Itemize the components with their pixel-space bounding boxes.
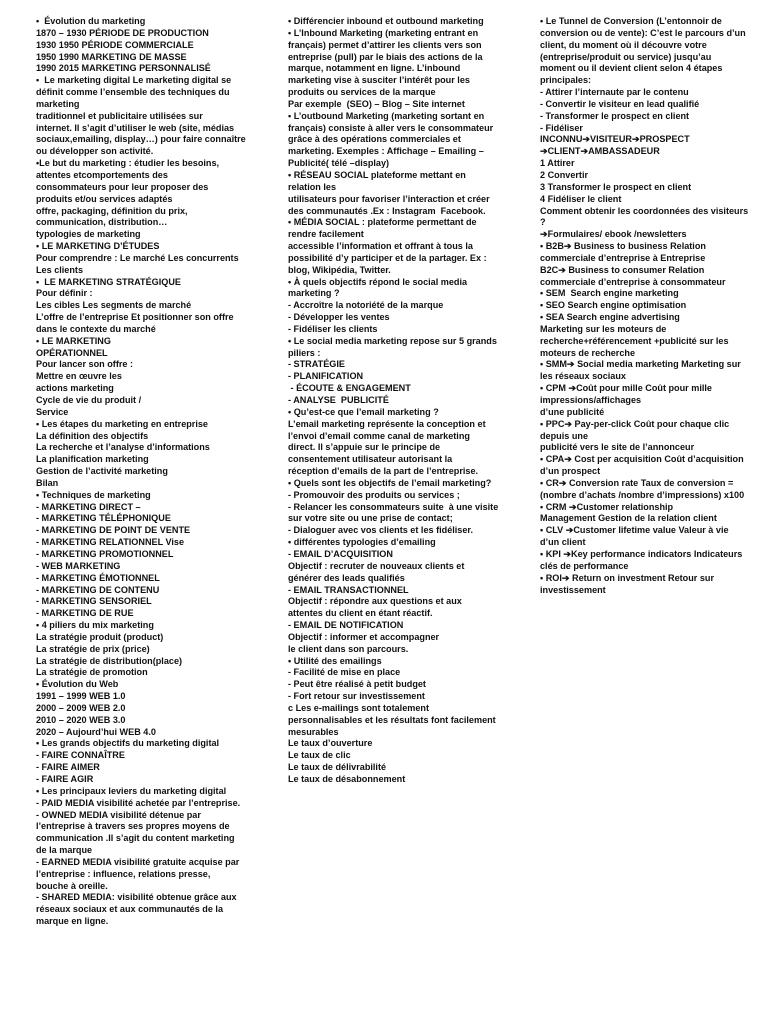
text-line: l’entreprise : influence, relations presse,	[36, 868, 211, 879]
text-line: 2000 – 2009 WEB 2.0	[36, 702, 126, 713]
text-line: Objectif : informer et accompagner	[288, 631, 440, 642]
text-line: attentes etcomportements des	[36, 169, 168, 180]
text-line: investissement	[540, 584, 606, 595]
text-line: • Le social media marketing repose sur 5 grands	[288, 335, 497, 346]
text-line: Le taux de délivrabilité	[288, 762, 387, 773]
text-line: • RÉSEAU SOCIAL plateforme mettant en	[288, 169, 466, 180]
text-line: dans le contexte du marché	[36, 323, 156, 334]
text-line: • KPI ➔Key performance indicators Indicateurs	[540, 548, 743, 559]
text-line: clés de performance	[540, 560, 629, 571]
text-line: Management Gestion de la relation client	[540, 513, 717, 524]
text-line: • CLV ➔Customer lifetime value Valeur à vie	[540, 525, 729, 536]
text-line: - WEB MARKETING	[36, 560, 121, 571]
text-line: traditionnel et publicitaire utilisées sur	[36, 110, 203, 121]
text-line: • Le marketing digital Le marketing digital se	[36, 75, 232, 86]
text-line: d’une publicité	[540, 406, 605, 417]
text-line: le client dans son parcours.	[288, 643, 409, 654]
text-line: • Utilité des emailings	[288, 655, 382, 666]
text-line: - ÉCOUTE & ENGAGEMENT	[288, 383, 411, 394]
text-line: réseaux sociaux et aux communautés de la	[36, 904, 224, 915]
text-line: l’envoi d’email comme canal de marketing	[288, 430, 470, 441]
text-line: La planification marketing	[36, 454, 149, 465]
text-line: • LE MARKETING D’ÉTUDES	[36, 241, 160, 252]
text-line: définit comme l’ensemble des techniques du	[36, 87, 230, 98]
text-line: internet. Il s’agit d’utiliser le web (site, médias	[36, 122, 235, 133]
text-line: mesurables	[288, 726, 339, 737]
text-line: • Évolution du marketing	[36, 16, 146, 26]
text-line: - Accroître la notoriété de la marque	[288, 300, 444, 311]
text-line: - MARKETING DIRECT –	[36, 501, 141, 512]
text-line: Le taux d’ouverture	[288, 738, 373, 749]
text-line: Les clients	[36, 264, 84, 275]
text-line: client, du moment où il découvre votre	[540, 39, 707, 50]
text-line: c Les e-mailings sont totalement	[288, 702, 429, 713]
text-line: attentes du client en étant réactif.	[288, 608, 433, 619]
text-line: - MARKETING DE CONTENU	[36, 584, 160, 595]
text-line: conversion ou de vente): C’est le parcours d’un	[540, 27, 746, 38]
text-line: 1870 – 1930 PÉRIODE DE PRODUCTION	[36, 27, 209, 38]
text-line: • Quels sont les objectifs de l’email marketing?	[288, 477, 492, 488]
text-line: d’un prospect	[540, 466, 601, 477]
text-line: accessible l’information et offrant à tous la	[288, 241, 473, 252]
text-line: possibilité d’y participer et de la partager. Ex :	[288, 252, 487, 263]
text-line: • CRM ➔Customer relationship	[540, 501, 674, 512]
text-line: B2C➔ Business to consumer Relation	[540, 264, 705, 275]
text-line: sociaux,emailing, display…) pour faire connaître	[36, 134, 246, 145]
text-line: 1930 1950 PÉRIODE COMMERCIALE	[36, 39, 194, 50]
text-line: 1950 1990 MARKETING DE MASSE	[36, 51, 187, 62]
text-line: - PLANIFICATION	[288, 371, 364, 382]
text-line: commerciale d’entreprise à consommateur	[540, 276, 726, 287]
text-line: les réseaux sociaux	[540, 371, 626, 382]
text-line: blog, Wikipédia, Twitter.	[288, 264, 391, 275]
text-line: - FAIRE AIMER	[36, 762, 100, 773]
text-line: L’email marketing représente la conception et	[288, 418, 486, 429]
text-line: - MARKETING SENSORIEL	[36, 596, 152, 607]
text-line: offre, packaging, définition du prix,	[36, 205, 188, 216]
text-line: - Fort retour sur investissement	[288, 691, 425, 702]
text-line: personnalisables et les résultats font facilement	[288, 714, 496, 725]
text-line: • Les étapes du marketing en entreprise	[36, 418, 208, 429]
text-line: 1991 – 1999 WEB 1.0	[36, 691, 126, 702]
text-line: publicité vers le site de l’annonceur	[540, 442, 695, 453]
text-line: La stratégie de promotion	[36, 667, 148, 678]
text-column-2	[288, 16, 500, 786]
text-line: - SHARED MEDIA: visibilité obtenue grâce aux	[36, 892, 237, 903]
text-line: Objectif : répondre aux questions et aux	[288, 596, 462, 607]
text-line: commerciale d’entreprise à Entreprise	[540, 252, 706, 263]
text-line: utilisateurs pour favoriser l’interaction et créer	[288, 193, 490, 204]
text-line: • 4 piliers du mix marketing	[36, 620, 154, 631]
text-line: relation les	[288, 181, 337, 192]
text-line: marque en ligne.	[36, 916, 109, 927]
text-line: depuis une	[540, 430, 588, 441]
text-line: • Évolution du Web	[36, 679, 119, 690]
text-line: - Promouvoir des produits ou services ;	[288, 489, 460, 500]
text-line: • LE MARKETING	[36, 335, 111, 346]
text-line: moment ou il devient client selon 4 étapes	[540, 63, 723, 74]
text-line: 2010 – 2020 WEB 3.0	[36, 714, 126, 725]
text-line: - Fidéliser les clients	[288, 323, 378, 334]
text-line: moteurs de recherche	[540, 347, 636, 358]
text-line: - MARKETING ÉMOTIONNEL	[36, 572, 160, 583]
text-line: Service	[36, 406, 69, 417]
text-line: marketing. Exemples : Affichage – Emailing –	[288, 146, 484, 157]
text-line: - MARKETING DE RUE	[36, 608, 134, 619]
text-line: • PPC➔ Pay-per-click Coût pour chaque clic	[540, 418, 730, 429]
text-line: Publicité( télé –display)	[288, 158, 390, 169]
text-line: - Convertir le visiteur en lead qualifié	[540, 98, 700, 109]
text-line: Le taux de clic	[288, 750, 351, 761]
text-line: 3 Transformer le prospect en client	[540, 181, 692, 192]
text-line: entreprise (pull) par le biais des actions de la	[288, 51, 483, 62]
text-line: La stratégie produit (product)	[36, 631, 164, 642]
text-line: OPÉRATIONNEL	[36, 347, 108, 358]
text-line: (nombre d’achats /nombre d’impressions) x100	[540, 489, 745, 500]
text-line: typologies de marketing	[36, 229, 141, 240]
text-line: • Le Tunnel de Conversion (L’entonnoir de	[540, 16, 722, 26]
text-line: - Dialoguer avec vos clients et les fidéliser.	[288, 525, 473, 536]
text-line: Pour comprendre : Le marché Les concurrents	[36, 252, 239, 263]
text-line: Pour lancer son offre :	[36, 359, 134, 370]
text-line: La stratégie de distribution(place)	[36, 655, 183, 666]
text-line: Par exemple (SEO) – Blog – Site internet	[288, 98, 465, 109]
text-line: 1 Attirer	[540, 158, 575, 169]
text-line: 2 Convertir	[540, 169, 589, 180]
text-line: - Facilité de mise en place	[288, 667, 401, 678]
text-line: - MARKETING RELATIONNEL Vise	[36, 537, 185, 548]
text-line: • Les grands objectifs du marketing digital	[36, 738, 220, 749]
text-line: communication, distribution…	[36, 217, 168, 228]
text-line: • SEM Search engine marketing	[540, 288, 679, 299]
text-line: • Techniques de marketing	[36, 489, 151, 500]
text-line: - MARKETING TÉLÉPHONIQUE	[36, 513, 171, 524]
text-line: marketing	[36, 98, 80, 109]
text-line: - EMAIL DE NOTIFICATION	[288, 620, 404, 631]
text-line: ?	[540, 217, 546, 228]
text-line: • ROI➔ Return on investment Retour sur	[540, 572, 715, 583]
text-line: La recherche et l’analyse d’informations	[36, 442, 210, 453]
text-line: • SMM➔ Social media marketing Marketing sur	[540, 359, 741, 370]
text-line: 2020 – Aujourd’hui WEB 4.0	[36, 726, 156, 737]
text-line: - EMAIL D’ACQUISITION	[288, 548, 393, 559]
text-line: • Les principaux leviers du marketing digital	[36, 785, 227, 796]
text-line: - FAIRE AGIR	[36, 774, 94, 784]
text-line: L’offre de l’entreprise Et positionner son offre	[36, 312, 234, 323]
text-line: • CR➔ Conversion rate Taux de conversion =	[540, 477, 734, 488]
text-line: Le taux de désabonnement	[288, 774, 406, 784]
text-line: produits ou services de la marque	[288, 87, 436, 98]
text-line: INCONNU➔VISITEUR➔PROSPECT	[540, 134, 690, 145]
text-line: • À quels objectifs répond le social media	[288, 276, 468, 287]
text-line: - Relancer les consommateurs suite à une visite	[288, 501, 499, 512]
text-line: - EARNED MEDIA visibilité gratuite acquise par	[36, 856, 240, 867]
text-line: - Attirer l’internaute par le contenu	[540, 87, 689, 98]
text-line: piliers :	[288, 347, 321, 358]
text-line: • Qu’est-ce que l’email marketing ?	[288, 406, 439, 417]
text-line: Comment obtenir les coordonnées des visiteurs	[540, 205, 749, 216]
text-line: marketing ?	[288, 288, 340, 299]
text-column-3	[540, 16, 752, 596]
text-line: Cycle de vie du produit /	[36, 395, 142, 405]
text-line: principales:	[540, 75, 592, 86]
text-line: 1990 2015 MARKETING PERSONNALISÉ	[36, 63, 211, 74]
text-line: - Transformer le prospect en client	[540, 110, 690, 121]
text-line: français) permet d’attirer les clients vers son	[288, 39, 482, 50]
text-line: ➔Formulaires/ ebook /newsletters	[540, 229, 687, 240]
text-line: générer des leads qualifiés	[288, 572, 405, 583]
text-line: réception d’emails de la part de l’entreprise.	[288, 466, 479, 477]
text-line: (entreprise/produit ou service) jusqu’au	[540, 51, 712, 62]
text-line: • L’Inbound Marketing (marketing entrant en	[288, 27, 479, 38]
text-line: marketing vise à susciter l’intérêt pour les	[288, 75, 470, 86]
text-line: • B2B➔ Business to business Relation	[540, 241, 706, 252]
text-line: recherche+référencement +publicité sur les	[540, 335, 729, 346]
text-line: • SEO Search engine optimisation	[540, 300, 687, 311]
text-line: consentement utilisateur autorisant la	[288, 454, 453, 465]
text-line: français) consiste à aller vers le consommateur	[288, 122, 494, 133]
text-line: impressions/affichages	[540, 395, 642, 405]
text-line: l’entreprise à travers ses propres moyens de	[36, 821, 230, 832]
text-line: ou développer son activité.	[36, 146, 154, 157]
text-line: Mettre en œuvre les	[36, 371, 122, 382]
text-line: - EMAIL TRANSACTIONNEL	[288, 584, 409, 595]
text-column-1	[36, 16, 248, 928]
text-line: grâce à des opérations commerciales et	[288, 134, 461, 145]
text-line: • CPM ➔Coût pour mille Coût pour mille	[540, 383, 712, 394]
text-line: • L’outbound Marketing (marketing sortant en	[288, 110, 485, 121]
text-line: bouche à oreille.	[36, 880, 108, 891]
text-line: marque, notamment en ligne. L’inbound	[288, 63, 461, 74]
text-line: - Fidéliser	[540, 122, 583, 133]
text-line: d’un client	[540, 537, 586, 548]
text-line: La stratégie de prix (price)	[36, 643, 150, 654]
text-line: - MARKETING PROMOTIONNEL	[36, 548, 174, 559]
text-line: - STRATÉGIE	[288, 359, 345, 370]
text-line: - ANALYSE PUBLICITÉ	[288, 395, 389, 405]
text-line: communication .Il s’agit du content marketing	[36, 833, 235, 844]
text-line: direct. Il s’appuie sur le principe de	[288, 442, 441, 453]
text-line: ➔CLIENT➔AMBASSADEUR	[540, 146, 660, 157]
text-line: produits et/ou services adaptés	[36, 193, 173, 204]
text-line: Bilan	[36, 477, 59, 488]
text-line: consommateurs pour leur proposer des	[36, 181, 209, 192]
text-line: Objectif : recruter de nouveaux clients et	[288, 560, 465, 571]
text-line: • Différencier inbound et outbound marketing	[288, 16, 484, 26]
text-line: - MARKETING DE POINT DE VENTE	[36, 525, 191, 536]
text-line: Les cibles Les segments de marché	[36, 300, 192, 311]
text-line: 4 Fidéliser le client	[540, 193, 622, 204]
text-line: •Le but du marketing : étudier les besoins,	[36, 158, 220, 169]
text-line: Gestion de l’activité marketing	[36, 466, 168, 477]
text-line: Marketing sur les moteurs de	[540, 323, 667, 334]
text-line: • LE MARKETING STRATÉGIQUE	[36, 276, 181, 287]
text-line: de la marque	[36, 845, 93, 856]
text-line: • différentes typologies d’emailing	[288, 537, 436, 548]
text-line: - FAIRE CONNAÎTRE	[36, 750, 125, 761]
text-line: La définition des objectifs	[36, 430, 149, 441]
text-line: actions marketing	[36, 383, 114, 394]
text-line: - Développer les ventes	[288, 312, 390, 323]
text-line: • SEA Search engine advertising	[540, 312, 680, 323]
text-line: • MÉDIA SOCIAL : plateforme permettant de	[288, 217, 477, 228]
text-line: des communautés .Ex : Instagram Facebook.	[288, 205, 486, 216]
text-line: - Peut être réalisé à petit budget	[288, 679, 426, 690]
text-line: rendre facilement	[288, 229, 364, 240]
text-line: - OWNED MEDIA visibilité détenue par	[36, 809, 201, 820]
text-line: sur votre site ou une prise de contact;	[288, 513, 453, 524]
text-line: Pour définir :	[36, 288, 93, 299]
text-line: • CPA➔ Cost per acquisition Coût d’acquisition	[540, 454, 744, 465]
text-line: - PAID MEDIA visibilité achetée par l’entreprise.	[36, 797, 241, 808]
